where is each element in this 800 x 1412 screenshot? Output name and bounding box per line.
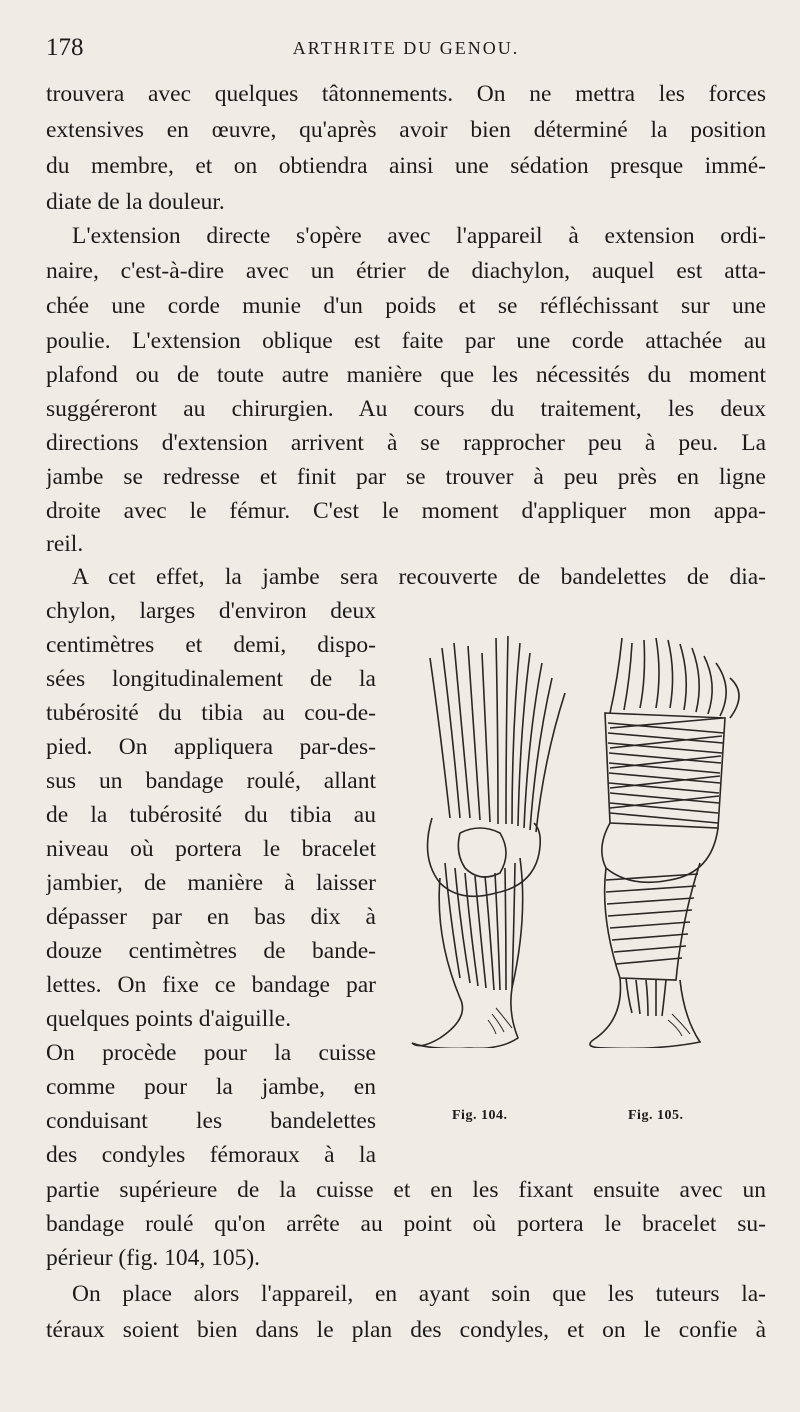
text-line: jambe se redresse et finit par se trouver à peu près en ligne <box>46 464 766 490</box>
text-line: trouvera avec quelques tâtonnements. On ne mettra les forces <box>46 81 766 107</box>
text-line: dépasser par en bas dix à <box>46 904 376 930</box>
text-line: naire, c'est-à-dire avec un étrier de diachylon, auquel est atta- <box>46 258 766 284</box>
text-line: sus un bandage roulé, allant <box>46 768 376 794</box>
leg-bandage-illustration <box>400 618 770 1048</box>
text-line: On procède pour la cuisse <box>46 1040 376 1066</box>
text-line: extensives en œuvre, qu'après avoir bien déterminé la position <box>46 117 766 143</box>
running-title: ARTHRITE DU GENOU. <box>292 38 520 58</box>
text-line: du membre, et on obtiendra ainsi une sédation presque immé- <box>46 153 766 179</box>
text-line: reil. <box>46 531 84 557</box>
text-line: niveau où portera le bracelet <box>46 836 376 862</box>
text-line: quelques points d'aiguille. <box>46 1006 292 1032</box>
text-line: directions d'extension arrivent à se rapprocher peu à peu. La <box>46 430 766 456</box>
fig104-leg-drawing <box>412 636 565 1048</box>
text-line: plafond ou de toute autre manière que les nécessités du moment <box>46 362 766 388</box>
text-line: conduisant les bandelettes <box>46 1108 376 1134</box>
text-line: droite avec le fémur. C'est le moment d'appliquer mon appa- <box>46 498 766 524</box>
text-line: pied. On appliquera par-des- <box>46 734 376 760</box>
text-line: centimètres et demi, dispo- <box>46 632 376 658</box>
fig105-leg-drawing <box>590 638 739 1048</box>
text-line: sées longitudinalement de la <box>46 666 376 692</box>
text-line: douze centimètres de bande- <box>46 938 376 964</box>
text-line: L'extension directe s'opère avec l'appareil à extension ordi- <box>72 223 766 249</box>
text-line: téraux soient bien dans le plan des condyles, et on le confie à <box>46 1317 766 1343</box>
text-line: périeur (fig. 104, 105). <box>46 1245 261 1271</box>
figure-105-caption: Fig. 105. <box>628 1108 684 1123</box>
text-line: partie supérieure de la cuisse et en les fixant ensuite avec un <box>46 1177 766 1203</box>
text-line: jambier, de manière à laisser <box>46 870 376 896</box>
text-line: On place alors l'appareil, en ayant soin que les tuteurs la- <box>72 1281 766 1307</box>
page-header <box>46 34 766 66</box>
text-line: bandage roulé qu'on arrête au point où portera le bracelet su- <box>46 1211 766 1237</box>
text-line: de la tubérosité du tibia au <box>46 802 376 828</box>
text-line: poulie. L'extension oblique est faite par une corde attachée au <box>46 328 766 354</box>
text-line: chylon, larges d'environ deux <box>46 598 376 624</box>
text-line: des condyles fémoraux à la <box>46 1142 376 1168</box>
figure-104-caption: Fig. 104. <box>452 1108 508 1123</box>
text-line: diate de la douleur. <box>46 189 225 215</box>
text-line: chée une corde munie d'un poids et se réfléchissant sur une <box>46 293 766 319</box>
text-line: tubérosité du tibia au cou-de- <box>46 700 376 726</box>
text-line: A cet effet, la jambe sera recouverte de bandelettes de dia- <box>72 564 766 590</box>
text-line: suggéreront au chirurgien. Au cours du traitement, les deux <box>46 396 766 422</box>
text-line: lettes. On fixe ce bandage par <box>46 972 376 998</box>
page-number: 178 <box>46 34 84 61</box>
text-line: comme pour la jambe, en <box>46 1074 376 1100</box>
